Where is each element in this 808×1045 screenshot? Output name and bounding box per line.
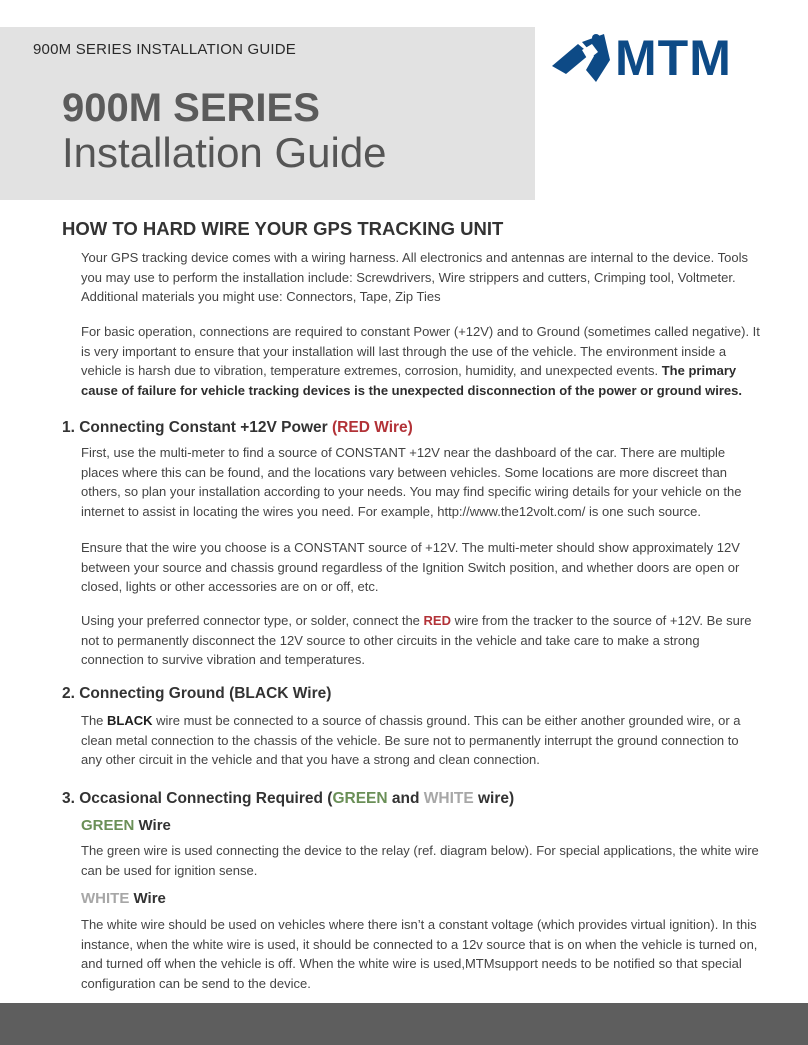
- white-label: WHITE: [423, 790, 474, 807]
- page-title: 900M SERIES: [62, 86, 320, 130]
- emphasis-text: The primary cause of failure for vehicle tracking devices is the unexpected disconnection of the power or ground wires.: [81, 363, 742, 398]
- section-1-paragraph-1: First, use the multi-meter to find a source of CONSTANT +12V near the dashboard of the car. There are multiple places where this can be found, and the locations vary between vehicles. Some locations are more discreet than others, so plan your installation according to your needs. You may find specific wiring details for your vehicle on the internet to assist in locating the wires you need. For example, http://www.the12volt.com/ is one such source.: [81, 445, 742, 519]
- mtm-logo: [552, 30, 777, 86]
- black-wire-label: (BLACK Wire): [229, 685, 332, 702]
- white-wire-paragraph: The white wire should be used on vehicles where there isn’t a constant voltage (which provides virtual ignition). In this instance, when the white wire is used, it should be connected to a 12v source that is on when the vehicle is turned on, and turned off when the vehicle is off. When the white wire is used,MTMsupport needs to be notified so that special configuration can be send to the device.: [81, 917, 758, 991]
- green-wire-paragraph: The green wire is used connecting the device to the relay (ref. diagram below). For special applications, the white wire can be used for ignition sense.: [81, 843, 759, 878]
- intro-paragraph-1: Your GPS tracking device comes with a wiring harness. All electronics and antennas are internal to the device. Tools you may use to perform the installation include: Screwdrivers, Wire strippers and cutters, Crimping tool, Voltmeter. Additional materials you might use: Connectors, Tape, Zip Ties: [81, 250, 748, 305]
- green-label: GREEN: [332, 790, 388, 807]
- green-wire-subheading: GREEN Wire: [81, 817, 171, 834]
- section-1-heading: 1. Connecting Constant +12V Power (RED Wire): [62, 419, 413, 436]
- logo-text: MTM: [615, 30, 732, 86]
- white-wire-subheading: WHITE Wire: [81, 890, 166, 907]
- footer-bar: [0, 1003, 808, 1045]
- section-1-paragraph-3: Using your preferred connector type, or solder, connect the RED wire from the tracker to the source of +12V. Be sure not to permanently disconnect the 12V source to other circuits in the vehicle and take care to make a strong connection to survive vibration and temperatures.: [81, 613, 752, 668]
- section-1-paragraph-2: Ensure that the wire you choose is a CONSTANT source of +12V. The multi-meter should show approximately 12V between your source and chassis ground regardless of the Ignition Switch position, and whether doors are open or closed, lights or other accessories are on or off, etc.: [81, 540, 740, 595]
- section-2-heading: 2. Connecting Ground (BLACK Wire): [62, 685, 332, 702]
- black-keyword: BLACK: [107, 713, 153, 728]
- section-2-paragraph: The BLACK wire must be connected to a source of chassis ground. This can be either another grounded wire, or a clean metal connection to the chassis of the vehicle. Be sure not to permanently interrupt the ground connection to any other circuit in the vehicle and that you have a strong and clean connection.: [81, 713, 741, 768]
- section-3-heading: 3. Occasional Connecting Required (GREEN and WHITE wire): [62, 790, 515, 807]
- road-map-icon: [552, 30, 614, 86]
- red-keyword: RED: [423, 613, 451, 628]
- page-subtitle: Installation Guide: [62, 129, 387, 176]
- intro-paragraph-2: For basic operation, connections are required to constant Power (+12V) and to Ground (sometimes called negative). It is very important to ensure that your installation will last through the use of the vehicle. The environment inside a vehicle is harsh due to vibration, temperature extremes, corrosion, humidity, and unexpected events. The primary cause of failure for vehicle tracking devices is the unexpected disconnection of the power or ground wires.: [81, 324, 760, 398]
- guide-label: 900M SERIES INSTALLATION GUIDE: [33, 41, 297, 58]
- red-wire-label: (RED Wire): [332, 419, 413, 436]
- main-heading: HOW TO HARD WIRE YOUR GPS TRACKING UNIT: [62, 218, 504, 239]
